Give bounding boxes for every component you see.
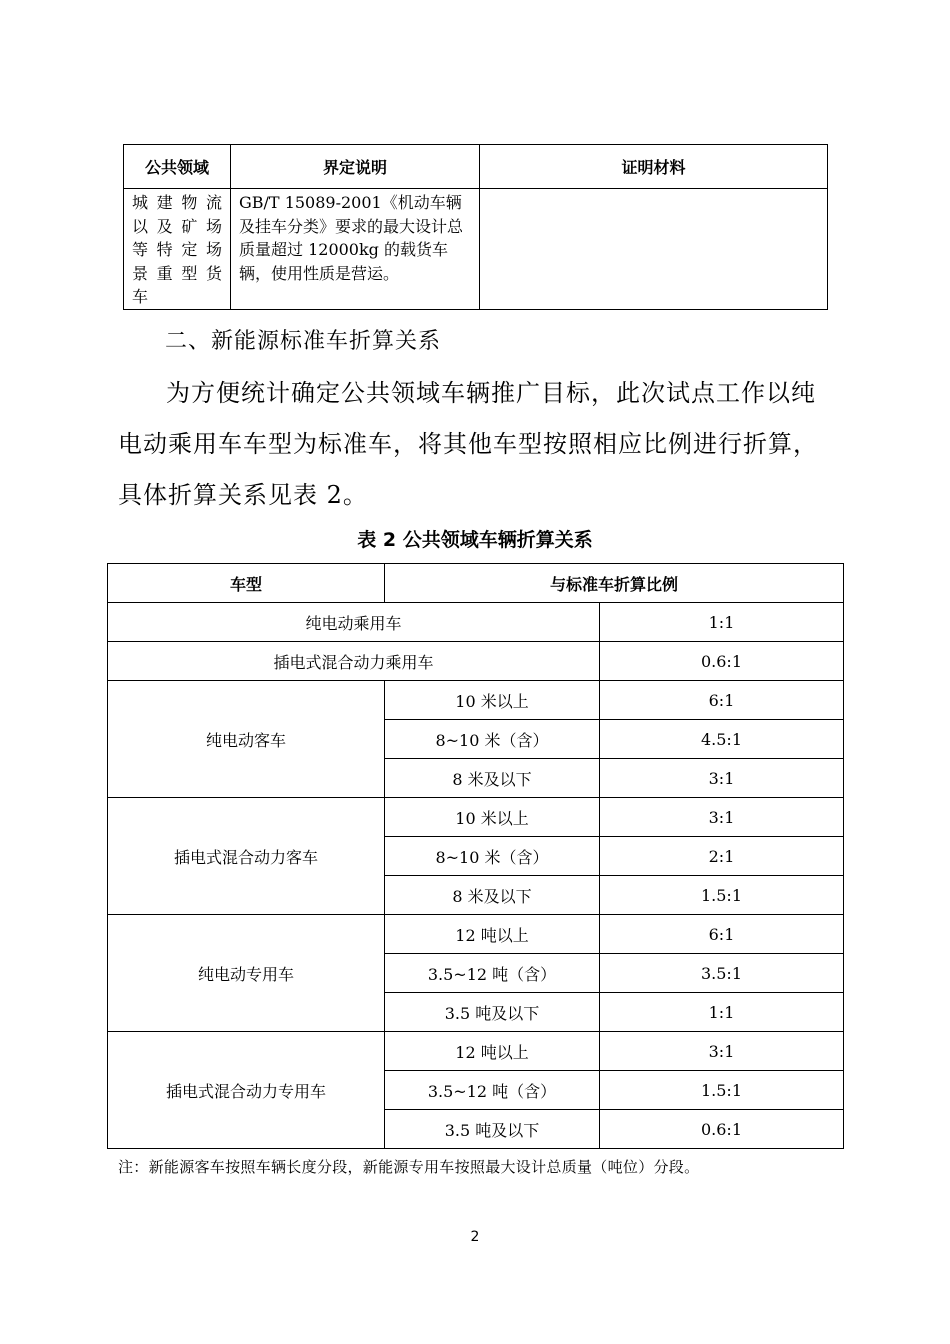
sub-category-cell: 12 吨以上 (385, 915, 600, 954)
ratio-cell: 0.6:1 (600, 1110, 844, 1149)
ratio-cell: 0.6:1 (600, 642, 844, 681)
ratio-cell: 3.5:1 (600, 954, 844, 993)
ratio-cell: 6:1 (600, 915, 844, 954)
table-row (108, 915, 844, 954)
sub-category-cell: 8 米及以下 (385, 759, 600, 798)
domain-line: 车 (132, 287, 149, 306)
ratio-cell: 1.5:1 (600, 876, 844, 915)
conversion-table-body (108, 564, 844, 1149)
ratio-cell: 3:1 (600, 759, 844, 798)
sub-category-cell: 10 米以上 (385, 798, 600, 837)
ratio-cell: 3:1 (600, 1032, 844, 1071)
sub-category-cell: 8~10 米（含） (385, 837, 600, 876)
section-heading: 二、新能源标准车折算关系 (165, 329, 442, 354)
table-header-row (108, 564, 844, 603)
col-header-vehicle-type: 车型 (108, 564, 385, 603)
sub-category-cell: 3.5 吨及以下 (385, 993, 600, 1032)
table-row (108, 642, 844, 681)
vehicle-type-cell: 插电式混合动力乘用车 (108, 642, 600, 681)
table-row (108, 798, 844, 837)
page-number: 2 (470, 1229, 480, 1245)
domain-line: 景重型货 (132, 263, 222, 283)
body-paragraph (118, 368, 838, 521)
table-row (108, 1032, 844, 1071)
ratio-cell: 1:1 (600, 603, 844, 642)
vehicle-type-cell: 纯电动乘用车 (108, 603, 600, 642)
table-row (124, 189, 828, 310)
vehicle-type-cell: 插电式混合动力客车 (108, 798, 385, 915)
paragraph-text: 为方便统计确定公共领域车辆推广目标，此次试点工作以纯电动乘用车车型为标准车，将其他车型按照相应比例进行折算，具体折算关系见表 2。 (118, 379, 818, 509)
table-row (108, 681, 844, 720)
sub-category-cell: 12 吨以上 (385, 1032, 600, 1071)
sub-category-cell: 8~10 米（含） (385, 720, 600, 759)
sub-category-cell: 3.5~12 吨（含） (385, 1071, 600, 1110)
domain-line: 等特定场 (132, 240, 222, 259)
sub-category-cell: 8 米及以下 (385, 876, 600, 915)
col-header-ratio: 与标准车折算比例 (385, 564, 844, 603)
ratio-cell: 3:1 (600, 798, 844, 837)
col-header-definition: 界定说明 (231, 145, 480, 189)
ratio-cell: 1.5:1 (600, 1071, 844, 1110)
sub-category-cell: 3.5~12 吨（含） (385, 954, 600, 993)
domain-line: 以及矿场 (132, 216, 222, 236)
col-header-evidence: 证明材料 (480, 145, 828, 189)
evidence-cell (480, 189, 828, 310)
domain-cell (124, 189, 231, 310)
table-caption: 表 2 公共领域车辆折算关系 (357, 529, 593, 551)
vehicle-type-cell: 纯电动客车 (108, 681, 385, 798)
col-header-domain: 公共领域 (124, 145, 231, 189)
conversion-table (107, 563, 844, 1149)
vehicle-type-cell: 插电式混合动力专用车 (108, 1032, 385, 1149)
domain-line: 城建物流 (132, 193, 222, 212)
ratio-cell: 4.5:1 (600, 720, 844, 759)
sub-category-cell: 3.5 吨及以下 (385, 1110, 600, 1149)
table-row (108, 603, 844, 642)
ratio-cell: 6:1 (600, 681, 844, 720)
table-note: 注：新能源客车按照车辆长度分段，新能源专用车按照最大设计总质量（吨位）分段。 (118, 1158, 700, 1176)
vehicle-type-cell: 纯电动专用车 (108, 915, 385, 1032)
sub-category-cell: 10 米以上 (385, 681, 600, 720)
table-header-row (124, 145, 828, 189)
ratio-cell: 2:1 (600, 837, 844, 876)
ratio-cell: 1:1 (600, 993, 844, 1032)
classification-table-continued (123, 144, 828, 310)
definition-cell: GB/T 15089-2001《机动车辆及挂车分类》要求的最大设计总质量超过 12000kg 的载货车辆，使用性质是营运。 (231, 189, 480, 310)
